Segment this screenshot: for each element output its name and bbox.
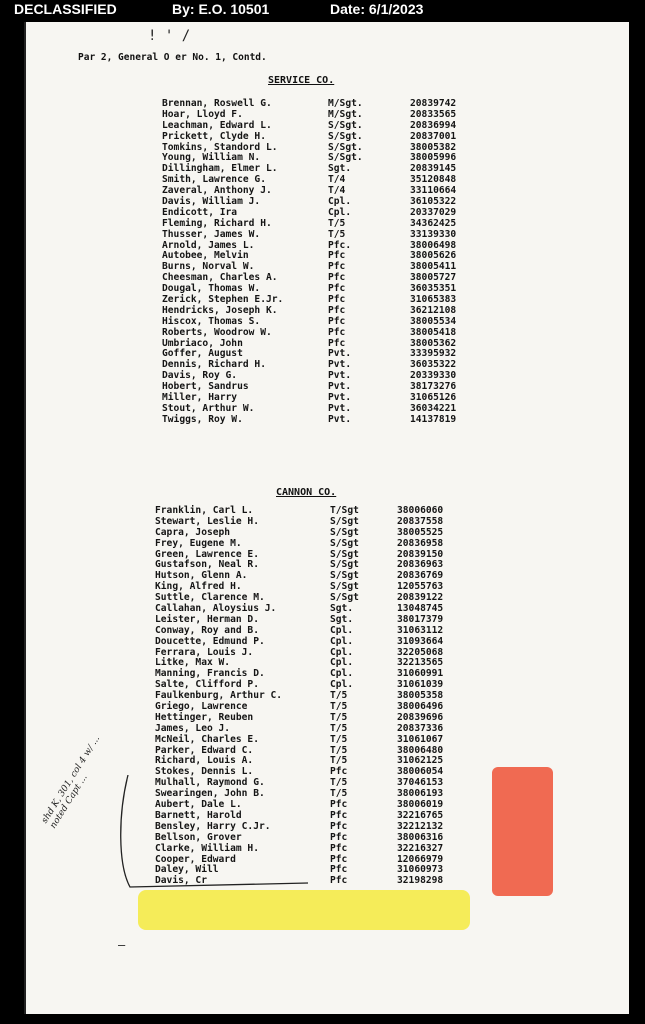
roster-row [0,164,645,175]
soldier-name: Cooper, Edward [155,853,236,865]
roster-row [0,251,645,262]
roster-row [0,778,645,789]
soldier-rank: Pvt. [328,359,352,371]
soldier-rank: S/Sgt [330,570,359,582]
soldier-name: Hoar, Lloyd F. [162,108,243,120]
roster-row [0,604,645,615]
serial-number: 38006316 [397,831,444,843]
serial-number: 38005727 [410,272,457,284]
soldier-rank: Pvt. [328,370,352,382]
soldier-rank: Pfc [328,272,346,284]
soldier-rank: Pfc [330,766,348,778]
soldier-name: Mulhall, Raymond G. [155,777,265,789]
serial-number: 32212132 [397,820,444,832]
soldier-name: Davis, William J. [162,196,261,208]
soldier-rank: Cpl. [330,646,354,658]
serial-number: 12066979 [397,853,444,865]
soldier-name: Davis, Cr [155,875,207,887]
soldier-name: Brennan, Roswell G. [162,98,272,109]
soldier-name: Parker, Edward C. [155,744,254,756]
serial-number: 38005996 [410,152,457,164]
handwritten-mark: ! ' / [148,28,191,44]
soldier-name: Doucette, Edmund P. [155,635,265,647]
roster-row [0,702,645,713]
soldier-name: Conway, Roy and B. [155,624,259,636]
serial-number: 31093664 [397,635,444,647]
soldier-name: Cheesman, Charles A. [162,272,278,284]
soldier-rank: Cpl. [330,624,354,636]
roster-row [0,550,645,561]
serial-number: 38006019 [397,799,444,811]
serial-number: 31063112 [397,624,444,636]
serial-number: 38005418 [410,326,457,338]
soldier-name: Capra, Joseph [155,526,231,538]
soldier-name: Dennis, Richard H. [162,359,266,371]
roster-row [0,306,645,317]
serial-number: 12055763 [397,581,444,593]
roster-row [0,637,645,648]
soldier-rank: Pfc [330,831,348,843]
soldier-rank: T/5 [328,217,346,229]
soldier-rank: S/Sgt [330,548,359,560]
soldier-rank: T/5 [330,711,348,723]
soldier-rank: Cpl. [328,206,352,218]
serial-number: 34362425 [410,217,457,229]
serial-number: 20836769 [397,570,444,582]
serial-number: 31062125 [397,755,444,767]
soldier-name: Burns, Norval W. [162,261,255,273]
soldier-rank: T/5 [330,788,348,800]
soldier-name: Litke, Max W. [155,657,231,669]
roster-row [0,393,645,404]
roster-row [0,691,645,702]
cannon-co-roster [0,506,645,887]
roster-row [0,571,645,582]
roster-row [0,680,645,691]
serial-number: 36212108 [410,304,457,316]
soldier-name: Faulkenburg, Arthur C. [155,690,283,702]
soldier-name: Prickett, Clyde H. [162,130,266,142]
serial-number: 20837001 [410,130,457,142]
serial-number: 37046153 [397,777,444,789]
serial-number: 35120848 [410,174,457,186]
banner-authority: By: E.O. 10501 [172,1,270,17]
handwritten-bracket [118,775,318,895]
soldier-rank: Pfc [330,875,348,887]
soldier-rank: Pfc [330,864,348,876]
soldier-rank: T/5 [328,228,346,240]
roster-row [0,789,645,800]
soldier-name: Daley, Will [155,864,219,876]
soldier-name: Goffer, August [162,348,243,360]
soldier-rank: S/Sgt [330,526,359,538]
soldier-rank: Pfc [330,820,348,832]
soldier-name: Swearingen, John B. [155,788,265,800]
roster-row [0,811,645,822]
roster-row [0,669,645,680]
roster-row [0,539,645,550]
soldier-rank: Pfc [328,326,346,338]
soldier-name: Hutson, Glenn A. [155,570,248,582]
serial-number: 20836963 [397,559,444,571]
soldier-name: Zerick, Stephen E.Jr. [162,294,284,306]
serial-number: 38005626 [410,250,457,262]
soldier-rank: T/5 [330,701,348,713]
soldier-name: Franklin, Carl L. [155,505,254,516]
soldier-name: Stewart, Leslie H. [155,515,259,527]
soldier-name: Bellson, Grover [155,831,242,843]
roster-row [0,648,645,659]
soldier-name: Thusser, James W. [162,228,261,240]
handwritten-dash: — [118,938,126,952]
serial-number: 31065383 [410,294,457,306]
soldier-rank: Pfc [328,294,346,306]
roster-row [0,626,645,637]
handwritten-annotation: shd K, 301, col 4 w/ ... noted Capt ... [40,734,103,831]
serial-number: 38173276 [410,381,457,393]
serial-number: 38005358 [397,690,444,702]
soldier-name: Leachman, Edward L. [162,119,272,131]
soldier-name: Davis, Roy G. [162,370,238,382]
soldier-rank: Sgt. [330,603,354,615]
soldier-rank: S/Sgt [330,559,359,571]
soldier-name: Callahan, Aloysius J. [155,603,277,615]
soldier-rank: S/Sgt. [328,152,363,164]
soldier-name: Ferrara, Louis J. [155,646,254,658]
serial-number: 36105322 [410,196,457,208]
soldier-name: Barnett, Harold [155,809,242,821]
soldier-rank: Pvt. [328,381,352,393]
serial-number: 32213565 [397,657,444,669]
soldier-name: Bensley, Harry C.Jr. [155,820,271,832]
roster-row [0,371,645,382]
soldier-name: Stokes, Dennis L. [155,766,254,778]
yellow-highlight [138,890,470,930]
soldier-name: Gustafson, Neal R. [155,559,259,571]
soldier-name: Arnold, James L. [162,239,255,251]
roster-row [0,615,645,626]
serial-number: 20839742 [410,98,457,109]
soldier-name: Roberts, Woodrow W. [162,326,272,338]
soldier-name: Hiscox, Thomas S. [162,315,261,327]
cannon-co-title: CANNON CO. [276,487,337,498]
roster-row [0,360,645,371]
soldier-name: Leister, Herman D. [155,613,259,625]
soldier-rank: Pfc [328,337,346,349]
roster-row [0,844,645,855]
serial-number: 20339330 [410,370,457,382]
soldier-rank: Pfc. [328,239,352,251]
serial-number: 38006054 [397,766,444,778]
serial-number: 31060973 [397,864,444,876]
serial-number: 33139330 [410,228,457,240]
soldier-name: Manning, Francis D. [155,668,265,680]
serial-number: 20837336 [397,722,444,734]
roster-row [0,99,645,110]
banner-status: DECLASSIFIED [14,1,117,17]
roster-row [0,833,645,844]
roster-row [0,349,645,360]
roster-row [0,517,645,528]
soldier-name: Griego, Lawrence [155,701,248,713]
soldier-name: Twiggs, Roy W. [162,413,243,425]
roster-row [0,186,645,197]
soldier-rank: Pfc [328,315,346,327]
soldier-name: McNeil, Charles E. [155,733,259,745]
serial-number: 38006496 [397,701,444,713]
document-header: Par 2, General O er No. 1, Contd. [78,52,267,63]
roster-row [0,241,645,252]
serial-number: 38006480 [397,744,444,756]
roster-row [0,295,645,306]
soldier-rank: T/5 [330,777,348,789]
roster-row [0,528,645,539]
soldier-name: Hendricks, Joseph K. [162,304,278,316]
banner-date: Date: 6/1/2023 [330,1,424,17]
service-co-title: SERVICE CO. [268,75,335,86]
soldier-name: Frey, Eugene M. [155,537,242,549]
soldier-name: Fleming, Richard H. [162,217,272,229]
soldier-rank: Cpl. [330,657,354,669]
declassification-banner [0,0,645,20]
soldier-rank: Pfc [328,250,346,262]
roster-row [0,110,645,121]
soldier-name: Zaveral, Anthony J. [162,185,272,197]
soldier-rank: S/Sgt [330,537,359,549]
soldier-name: Richard, Louis A. [155,755,254,767]
serial-number: 38017379 [397,613,444,625]
roster-row [0,382,645,393]
roster-row [0,506,645,517]
serial-number: 20833565 [410,108,457,120]
serial-number: 31065126 [410,392,457,404]
soldier-rank: Pfc [328,261,346,273]
soldier-name: King, Alfred H. [155,581,242,593]
soldier-name: Dougal, Thomas W. [162,283,261,295]
roster-row [0,262,645,273]
soldier-rank: Pfc [330,842,348,854]
soldier-name: Autobee, Melvin [162,250,249,262]
soldier-rank: Pvt. [328,348,352,360]
serial-number: 32216765 [397,809,444,821]
soldier-rank: M/Sgt. [328,98,363,109]
serial-number: 20837558 [397,515,444,527]
serial-number: 33110664 [410,185,457,197]
soldier-rank: T/5 [330,722,348,734]
serial-number: 20836958 [397,537,444,549]
soldier-rank: Sgt. [328,163,352,175]
soldier-rank: T/5 [330,755,348,767]
soldier-name: Clarke, William H. [155,842,259,854]
roster-row [0,713,645,724]
soldier-name: Salte, Clifford P. [155,679,259,691]
soldier-name: Umbriaco, John [162,337,243,349]
soldier-rank: Pvt. [328,413,352,425]
soldier-name: Hettinger, Reuben [155,711,254,723]
soldier-rank: Pfc [330,809,348,821]
soldier-rank: T/5 [330,690,348,702]
roster-row [0,339,645,350]
roster-row [0,865,645,876]
soldier-name: Suttle, Clarence M. [155,592,265,604]
serial-number: 33395932 [410,348,457,360]
roster-row [0,415,645,426]
serial-number: 14137819 [410,413,457,425]
roster-row [0,328,645,339]
roster-row [0,143,645,154]
roster-row [0,175,645,186]
serial-number: 31060991 [397,668,444,680]
roster-row [0,317,645,328]
soldier-rank: S/Sgt [330,581,359,593]
serial-number: 38005382 [410,141,457,153]
soldier-name: Endicott, Ira [162,206,238,218]
roster-row [0,219,645,230]
roster-row [0,197,645,208]
roster-row [0,153,645,164]
serial-number: 38005362 [410,337,457,349]
soldier-rank: S/Sgt. [328,119,363,131]
soldier-rank: Pfc [330,799,348,811]
soldier-rank: M/Sgt. [328,108,363,120]
soldier-name: Dillingham, Elmer L. [162,163,278,175]
roster-row [0,800,645,811]
soldier-rank: Pfc [328,283,346,295]
soldier-rank: Cpl. [330,635,354,647]
soldier-name: Miller, Harry [162,392,238,404]
soldier-name: Green, Lawrence E. [155,548,259,560]
serial-number: 20836994 [410,119,457,131]
soldier-rank: Pvt. [328,402,352,414]
soldier-rank: Cpl. [328,196,352,208]
soldier-rank: Pvt. [328,392,352,404]
soldier-name: Smith, Lawrence G. [162,174,266,186]
soldier-rank: T/Sgt [330,505,359,516]
serial-number: 13048745 [397,603,444,615]
serial-number: 36034221 [410,402,457,414]
soldier-name: Hobert, Sandrus [162,381,249,393]
soldier-name: Aubert, Dale L. [155,799,242,811]
roster-row [0,273,645,284]
soldier-rank: T/5 [330,744,348,756]
soldier-rank: Sgt. [330,613,354,625]
serial-number: 32216327 [397,842,444,854]
serial-number: 38006498 [410,239,457,251]
roster-row [0,121,645,132]
roster-row [0,855,645,866]
roster-row [0,230,645,241]
serial-number: 31061067 [397,733,444,745]
serial-number: 38006193 [397,788,444,800]
soldier-rank: Cpl. [330,679,354,691]
soldier-rank: Pfc [328,304,346,316]
roster-row [0,208,645,219]
roster-row [0,876,645,887]
serial-number: 38005411 [410,261,457,273]
soldier-rank: Pfc [330,853,348,865]
serial-number: 36035322 [410,359,457,371]
serial-number: 20839122 [397,592,444,604]
soldier-name: James, Leo J. [155,722,231,734]
roster-row [0,560,645,571]
soldier-rank: S/Sgt [330,592,359,604]
soldier-rank: T/5 [330,733,348,745]
soldier-rank: T/4 [328,174,346,186]
serial-number: 31061039 [397,679,444,691]
serial-number: 20839150 [397,548,444,560]
soldier-name: Tomkins, Standord L. [162,141,278,153]
serial-number: 20839145 [410,163,457,175]
roster-row [0,132,645,143]
soldier-rank: S/Sgt. [328,141,363,153]
serial-number: 38005525 [397,526,444,538]
service-co-roster [0,99,645,426]
roster-row [0,284,645,295]
serial-number: 32205068 [397,646,444,658]
serial-number: 38006060 [397,505,444,516]
serial-number: 20337029 [410,206,457,218]
roster-row [0,767,645,778]
serial-number: 32198298 [397,875,444,887]
soldier-rank: S/Sgt. [328,130,363,142]
soldier-rank: Cpl. [330,668,354,680]
soldier-name: Stout, Arthur W. [162,402,255,414]
soldier-rank: S/Sgt [330,515,359,527]
roster-row [0,404,645,415]
serial-number: 20839696 [397,711,444,723]
soldier-rank: T/4 [328,185,346,197]
serial-number: 36035351 [410,283,457,295]
soldier-name: Young, William N. [162,152,261,164]
serial-number: 38005534 [410,315,457,327]
roster-row [0,582,645,593]
roster-row [0,822,645,833]
roster-row [0,658,645,669]
roster-row [0,593,645,604]
